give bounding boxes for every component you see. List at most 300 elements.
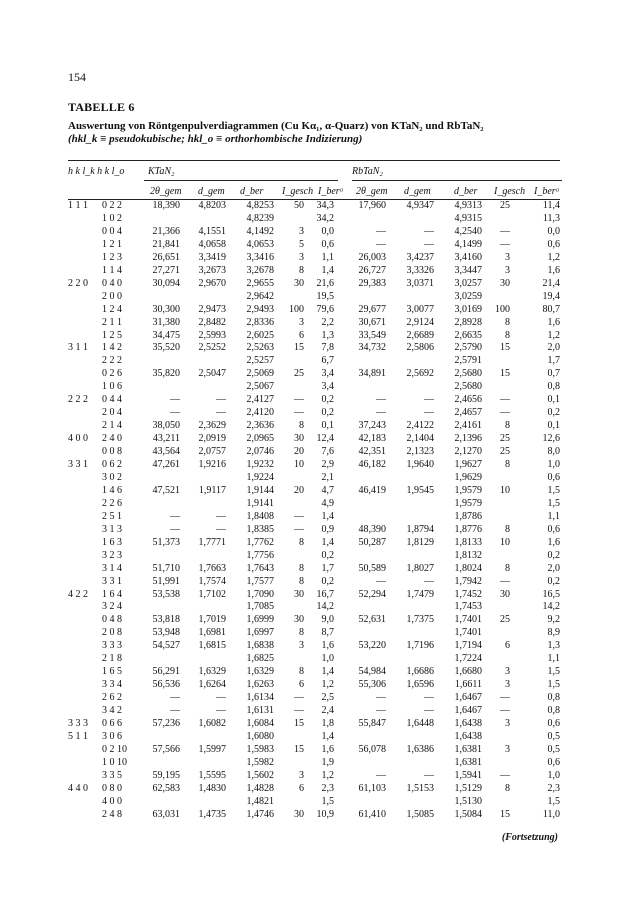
- cell-l: 8: [505, 782, 510, 794]
- table-row: [0, 446, 624, 457]
- cell-f: 100: [289, 303, 304, 315]
- cell-j: 3,0169: [454, 303, 482, 315]
- cell-g: 12,4: [316, 433, 334, 445]
- cell-o: 0 2 2: [102, 200, 122, 211]
- table-row: [0, 589, 624, 600]
- cell-i: 3,3326: [406, 264, 434, 276]
- cell-l: 15: [500, 368, 510, 380]
- cell-i: 1,7375: [406, 614, 434, 626]
- cell-h: 30,671: [358, 316, 386, 328]
- cell-m: 0,2: [547, 575, 560, 587]
- hkl-header: h k l_k h k l_o: [68, 166, 125, 177]
- cell-c: 53,818: [152, 614, 180, 626]
- table-row: [0, 394, 624, 405]
- cell-m: 14,2: [542, 601, 560, 613]
- cell-h: 55,306: [358, 679, 386, 691]
- cell-c: 59,195: [152, 769, 180, 781]
- cell-j: 2,4161: [454, 420, 482, 432]
- col-dgem-k: d_gem: [198, 186, 225, 197]
- table-row: [0, 705, 624, 716]
- cell-g: 1,7: [321, 562, 334, 574]
- cell-m: 0,6: [547, 471, 560, 483]
- cell-d: 2,5047: [198, 368, 226, 380]
- cell-l: 10: [500, 484, 510, 496]
- cell-d: 1,6815: [198, 640, 226, 652]
- cell-h: 26,727: [358, 264, 386, 276]
- cell-m: 2,0: [547, 342, 560, 354]
- table-row: [0, 563, 624, 574]
- cell-e: 1,7090: [246, 588, 274, 600]
- cell-i: 1,6686: [406, 666, 434, 678]
- cell-c: 30,300: [152, 303, 180, 315]
- cell-j: 1,7401: [454, 614, 482, 626]
- cell-e: 1,6084: [246, 718, 274, 729]
- cell-h: 34,891: [358, 368, 386, 380]
- cell-o: 1 4 6: [102, 484, 122, 496]
- table-row: [0, 809, 624, 820]
- cell-e: 2,6025: [246, 329, 274, 341]
- cell-g: 79,6: [316, 303, 334, 315]
- table-row: [0, 278, 624, 289]
- cell-m: 0,1: [547, 420, 560, 432]
- cell-m: 0,2: [547, 549, 560, 561]
- cell-o: 3 3 4: [102, 679, 122, 691]
- cell-f: 3: [299, 251, 304, 263]
- cell-e: 2,3636: [246, 420, 274, 432]
- table-row: [0, 511, 624, 522]
- cell-i: 1,9545: [406, 484, 434, 496]
- cell-h: 42,351: [358, 446, 386, 458]
- cell-k: 5 1 1: [68, 730, 88, 742]
- cell-c: 56,291: [152, 666, 180, 678]
- cell-j: 1,7452: [454, 588, 482, 600]
- col-iber-k: I_berᵃ: [318, 186, 344, 197]
- col-dber-k: d_ber: [240, 186, 264, 197]
- cell-c: 18,390: [152, 200, 180, 211]
- cell-e: 1,4746: [246, 808, 274, 820]
- cell-j: 1,7453: [454, 601, 482, 613]
- cell-j: 3,0259: [454, 290, 482, 302]
- cell-c: 30,094: [152, 277, 180, 289]
- cell-m: 2,0: [547, 562, 560, 574]
- cell-f: 8: [299, 264, 304, 276]
- cell-f: 8: [299, 536, 304, 548]
- table-row: [0, 537, 624, 548]
- table-row: [0, 731, 624, 742]
- cell-c: 34,475: [152, 329, 180, 341]
- cell-e: 2,0965: [246, 433, 274, 445]
- cell-c: 56,536: [152, 679, 180, 691]
- cell-j: 1,7194: [454, 640, 482, 652]
- table-row: [0, 368, 624, 379]
- cell-d: 1,4735: [198, 808, 226, 820]
- cell-m: 19,4: [542, 290, 560, 302]
- cell-g: 2,5: [321, 692, 334, 704]
- cell-d: —: [216, 407, 226, 419]
- cell-l: 100: [495, 303, 510, 315]
- cell-i: 4,9347: [406, 200, 434, 211]
- cell-l: 25: [500, 433, 510, 445]
- table-row: [0, 355, 624, 366]
- cell-l: 30: [500, 277, 510, 289]
- cell-o: 0 4 4: [102, 394, 122, 406]
- cell-d: 2,5252: [198, 342, 226, 354]
- cell-e: 1,4821: [246, 795, 274, 807]
- table-row: [0, 796, 624, 807]
- cell-o: 2 1 8: [102, 653, 122, 665]
- cell-d: 1,5595: [198, 769, 226, 781]
- cell-i: —: [424, 705, 434, 717]
- cell-m: 1,3: [547, 640, 560, 652]
- cell-h: —: [376, 407, 386, 419]
- cell-e: 1,6131: [246, 705, 274, 717]
- cell-l: 3: [505, 264, 510, 276]
- cell-j: 3,3447: [454, 264, 482, 276]
- cell-j: 4,9313: [454, 200, 482, 211]
- cell-m: 1,5: [547, 679, 560, 691]
- cell-o: 2 4 0: [102, 433, 122, 445]
- cell-d: —: [216, 692, 226, 704]
- cell-o: 1 6 3: [102, 536, 122, 548]
- cell-e: 4,1492: [246, 225, 274, 237]
- cell-h: 34,732: [358, 342, 386, 354]
- cell-o: 2 6 2: [102, 692, 122, 704]
- cell-m: 1,5: [547, 795, 560, 807]
- cell-g: 0,2: [321, 575, 334, 587]
- cell-f: 15: [294, 743, 304, 755]
- cell-e: 2,5257: [246, 355, 274, 367]
- cell-i: 1,6448: [406, 718, 434, 729]
- cell-d: 1,6329: [198, 666, 226, 678]
- cell-e: 1,6838: [246, 640, 274, 652]
- cell-g: 0,2: [321, 407, 334, 419]
- cell-h: 48,390: [358, 523, 386, 535]
- cell-j: 3,0257: [454, 277, 482, 289]
- table-row: [0, 770, 624, 781]
- cell-o: 3 2 4: [102, 601, 122, 613]
- cell-g: 1,1: [321, 251, 334, 263]
- cell-j: 1,7401: [454, 627, 482, 639]
- cell-g: 1,2: [321, 769, 334, 781]
- cell-j: 1,6438: [454, 730, 482, 742]
- cell-c: 47,261: [152, 459, 180, 470]
- cell-h: 53,220: [358, 640, 386, 652]
- cell-o: 2 4 8: [102, 808, 122, 820]
- cell-e: 1,8385: [246, 523, 274, 535]
- cell-e: 1,5982: [246, 756, 274, 768]
- cell-m: 1,2: [547, 251, 560, 263]
- cell-j: 1,5129: [454, 782, 482, 794]
- cell-g: 34,2: [316, 212, 334, 224]
- table-row: [0, 200, 624, 211]
- cell-j: 1,6467: [454, 705, 482, 717]
- cell-e: 1,7577: [246, 575, 274, 587]
- rbtan2-underline: [352, 180, 562, 181]
- cell-c: —: [170, 510, 180, 522]
- cell-o: 1 2 1: [102, 238, 122, 250]
- cell-o: 2 5 1: [102, 510, 122, 522]
- cell-d: —: [216, 705, 226, 717]
- table-row: [0, 744, 624, 755]
- cell-j: 1,8024: [454, 562, 482, 574]
- table-caption: [68, 120, 568, 146]
- cell-e: 1,6263: [246, 679, 274, 691]
- cell-e: 1,6080: [246, 730, 274, 742]
- cell-e: 1,7756: [246, 549, 274, 561]
- cell-j: 1,5130: [454, 795, 482, 807]
- cell-e: 1,9232: [246, 459, 274, 470]
- cell-i: —: [424, 575, 434, 587]
- cell-i: 2,4122: [406, 420, 434, 432]
- table-row: [0, 757, 624, 768]
- page-number: 154: [68, 70, 86, 84]
- cell-m: 0,0: [547, 225, 560, 237]
- cell-f: 15: [294, 718, 304, 729]
- table-row: [0, 485, 624, 496]
- cell-m: 11,0: [542, 808, 560, 820]
- cell-j: 2,4656: [454, 394, 482, 406]
- cell-g: 19,5: [316, 290, 334, 302]
- cell-d: 1,7102: [198, 588, 226, 600]
- cell-m: 0,6: [547, 718, 560, 729]
- cell-c: 57,566: [152, 743, 180, 755]
- cell-f: 30: [294, 277, 304, 289]
- table-row: [0, 498, 624, 509]
- cell-f: 20: [294, 484, 304, 496]
- cell-d: 4,1551: [198, 225, 226, 237]
- table-row: [0, 472, 624, 483]
- cell-k: 3 3 3: [68, 718, 88, 729]
- cell-o: 2 2 6: [102, 497, 122, 509]
- cell-f: 3: [299, 316, 304, 328]
- table-row: [0, 304, 624, 315]
- col-2theta-k: 2θ_gem: [150, 186, 182, 197]
- cell-g: 1,5: [321, 795, 334, 807]
- cell-l: 8: [505, 329, 510, 341]
- table-row: [0, 679, 624, 690]
- cell-j: 2,1396: [454, 433, 482, 445]
- cell-h: 29,383: [358, 277, 386, 289]
- cell-o: 2 1 1: [102, 316, 122, 328]
- cell-l: 3: [505, 743, 510, 755]
- table-row: [0, 627, 624, 638]
- cell-d: 1,7771: [198, 536, 226, 548]
- cell-f: 5: [299, 238, 304, 250]
- cell-h: —: [376, 692, 386, 704]
- table-row: [0, 601, 624, 612]
- cell-f: 8: [299, 627, 304, 639]
- cell-k: 2 2 2: [68, 394, 88, 406]
- cell-o: 3 3 1: [102, 575, 122, 587]
- cell-c: 35,820: [152, 368, 180, 380]
- cell-l: —: [500, 692, 510, 704]
- cell-m: 0,6: [547, 523, 560, 535]
- cell-c: —: [170, 705, 180, 717]
- cell-m: 0,1: [547, 394, 560, 406]
- cell-d: 1,6082: [198, 718, 226, 729]
- cell-f: 25: [294, 368, 304, 380]
- table-row: [0, 342, 624, 353]
- cell-e: 1,7643: [246, 562, 274, 574]
- cell-d: 1,5997: [198, 743, 226, 755]
- cell-o: 0 2 10: [102, 743, 127, 755]
- cell-m: 1,5: [547, 666, 560, 678]
- cell-e: 2,4120: [246, 407, 274, 419]
- cell-k: 4 0 0: [68, 433, 88, 445]
- cell-o: 2 0 4: [102, 407, 122, 419]
- cell-k: 4 2 2: [68, 588, 88, 600]
- cell-m: 0,5: [547, 730, 560, 742]
- cell-d: 1,4830: [198, 782, 226, 794]
- cell-l: —: [500, 407, 510, 419]
- cell-f: 50: [294, 200, 304, 211]
- cell-m: 80,7: [542, 303, 560, 315]
- cell-i: 1,8027: [406, 562, 434, 574]
- cell-l: 3: [505, 679, 510, 691]
- cell-g: 1,6: [321, 640, 334, 652]
- cell-e: 3,3416: [246, 251, 274, 263]
- cell-j: 3,4160: [454, 251, 482, 263]
- cell-d: 1,7019: [198, 614, 226, 626]
- cell-e: 2,5067: [246, 381, 274, 393]
- cell-h: 46,182: [358, 459, 386, 470]
- cell-h: 61,103: [358, 782, 386, 794]
- cell-h: 33,549: [358, 329, 386, 341]
- table-row: [0, 614, 624, 625]
- cell-l: —: [500, 238, 510, 250]
- cell-j: 2,6635: [454, 329, 482, 341]
- cell-o: 3 0 2: [102, 471, 122, 483]
- cell-j: 1,9627: [454, 459, 482, 470]
- cell-o: 1 6 4: [102, 588, 122, 600]
- cell-g: 4,9: [321, 497, 334, 509]
- cell-g: 1,2: [321, 679, 334, 691]
- cell-e: 1,6825: [246, 653, 274, 665]
- cell-m: 1,5: [547, 497, 560, 509]
- cell-h: —: [376, 225, 386, 237]
- cell-o: 1 1 4: [102, 264, 122, 276]
- cell-h: 54,984: [358, 666, 386, 678]
- cell-c: 43,564: [152, 446, 180, 458]
- table-row: [0, 226, 624, 237]
- cell-i: 1,9640: [406, 459, 434, 470]
- top-rule: [68, 160, 560, 161]
- cell-h: —: [376, 575, 386, 587]
- table-row: [0, 576, 624, 587]
- cell-i: 1,5085: [406, 808, 434, 820]
- cell-h: —: [376, 394, 386, 406]
- cell-c: 21,841: [152, 238, 180, 250]
- cell-j: 1,6438: [454, 718, 482, 729]
- cell-g: 1,4: [321, 510, 334, 522]
- cell-m: 0,8: [547, 705, 560, 717]
- cell-m: 1,7: [547, 355, 560, 367]
- cell-c: 51,373: [152, 536, 180, 548]
- cell-o: 0 6 6: [102, 718, 122, 729]
- cell-i: 2,9124: [406, 316, 434, 328]
- cell-l: 8: [505, 316, 510, 328]
- cell-c: 62,583: [152, 782, 180, 794]
- cell-d: 1,6981: [198, 627, 226, 639]
- cell-d: 2,9473: [198, 303, 226, 315]
- cell-h: 42,183: [358, 433, 386, 445]
- cell-o: 3 4 2: [102, 705, 122, 717]
- cell-o: 1 4 2: [102, 342, 122, 354]
- cell-c: 31,380: [152, 316, 180, 328]
- cell-d: 2,3629: [198, 420, 226, 432]
- cell-c: 53,948: [152, 627, 180, 639]
- cell-f: —: [294, 523, 304, 535]
- cell-e: 1,6997: [246, 627, 274, 639]
- cell-h: 46,419: [358, 484, 386, 496]
- cell-m: 8,9: [547, 627, 560, 639]
- cell-d: 1,7574: [198, 575, 226, 587]
- cell-j: 2,5791: [454, 355, 482, 367]
- cell-m: 2,3: [547, 782, 560, 794]
- cell-i: 3,0077: [406, 303, 434, 315]
- cell-i: 2,5806: [406, 342, 434, 354]
- cell-g: 1,4: [321, 264, 334, 276]
- cell-e: 1,5983: [246, 743, 274, 755]
- table-row: [0, 718, 624, 729]
- cell-h: 29,677: [358, 303, 386, 315]
- cell-k: 3 1 1: [68, 342, 88, 354]
- cell-g: 14,2: [316, 601, 334, 613]
- cell-j: 1,9579: [454, 497, 482, 509]
- table-row: [0, 666, 624, 677]
- cell-e: 2,0746: [246, 446, 274, 458]
- cell-m: 8,0: [547, 446, 560, 458]
- cell-h: 52,631: [358, 614, 386, 626]
- cell-i: —: [424, 692, 434, 704]
- cell-m: 1,0: [547, 769, 560, 781]
- cell-g: 1,8: [321, 718, 334, 729]
- cell-g: 9,0: [321, 614, 334, 626]
- table-row: [0, 265, 624, 276]
- table-row: [0, 550, 624, 561]
- cell-i: 2,1404: [406, 433, 434, 445]
- table-row: [0, 692, 624, 703]
- cell-d: 4,0658: [198, 238, 226, 250]
- cell-g: 21,6: [316, 277, 334, 289]
- cell-f: 20: [294, 446, 304, 458]
- ktan2-header: KTaN₂: [148, 166, 175, 177]
- cell-f: 15: [294, 342, 304, 354]
- cell-i: —: [424, 769, 434, 781]
- cell-c: 53,538: [152, 588, 180, 600]
- cell-g: 10,9: [316, 808, 334, 820]
- cell-j: 1,5941: [454, 769, 482, 781]
- cell-o: 0 0 8: [102, 446, 122, 458]
- cell-j: 2,5790: [454, 342, 482, 354]
- cell-o: 3 2 3: [102, 549, 122, 561]
- table-row: [0, 213, 624, 224]
- cell-k: 2 2 0: [68, 277, 88, 289]
- cell-j: 1,8786: [454, 510, 482, 522]
- col-iber-r: I_berᵃ: [534, 186, 560, 197]
- cell-h: —: [376, 705, 386, 717]
- cell-m: 0,6: [547, 756, 560, 768]
- cell-m: 21,4: [542, 277, 560, 289]
- cell-f: —: [294, 705, 304, 717]
- cell-l: —: [500, 769, 510, 781]
- cell-c: 21,366: [152, 225, 180, 237]
- cell-j: 1,8133: [454, 536, 482, 548]
- table-row: [0, 381, 624, 392]
- cell-j: 4,9315: [454, 212, 482, 224]
- cell-c: 27,271: [152, 264, 180, 276]
- cell-j: 2,5680: [454, 381, 482, 393]
